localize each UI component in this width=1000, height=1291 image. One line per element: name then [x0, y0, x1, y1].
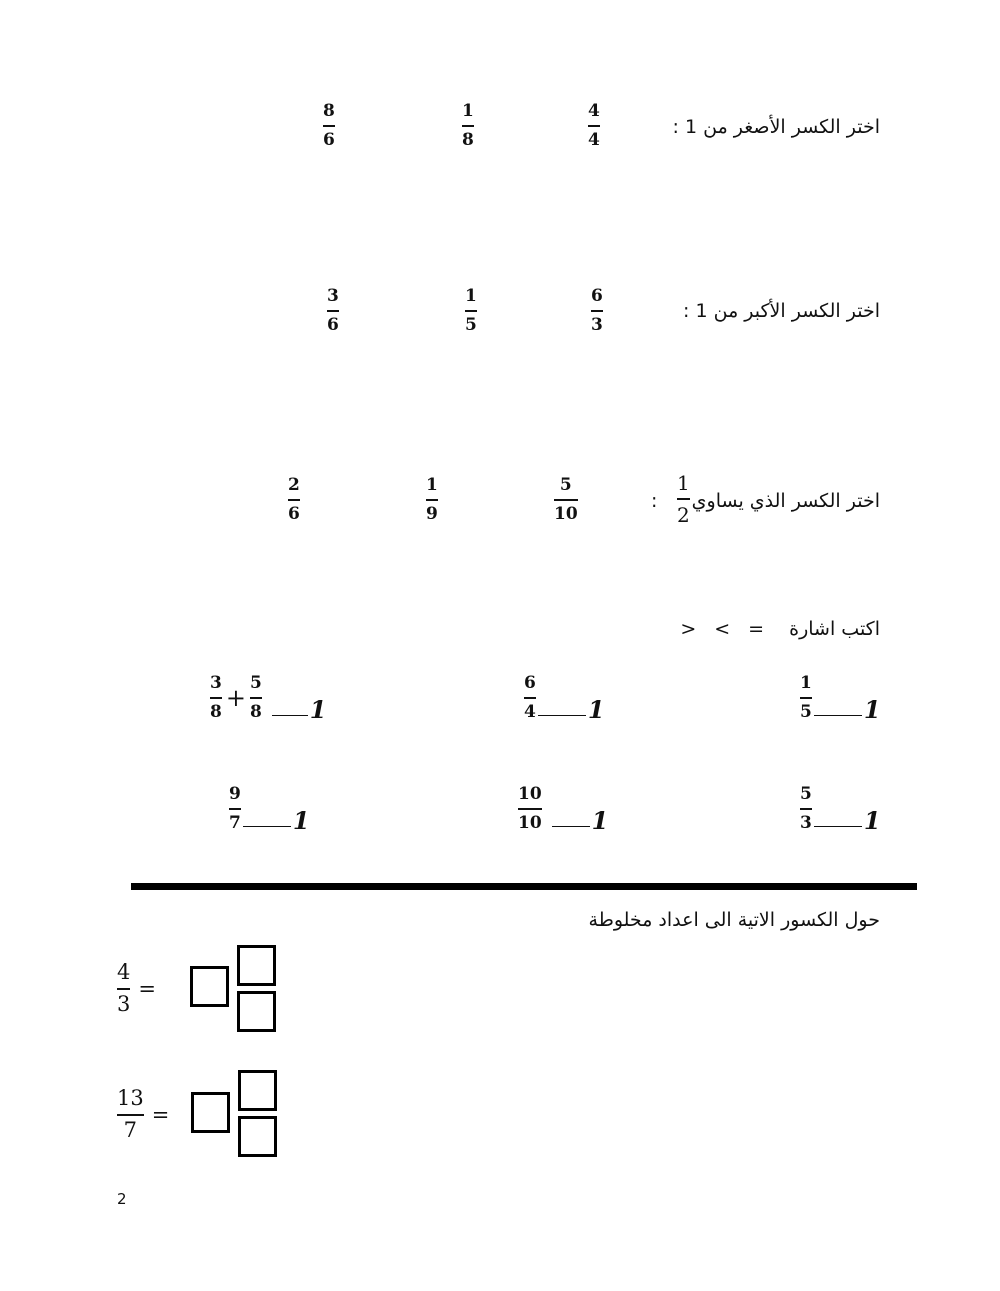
equals-sign: = [138, 977, 156, 1002]
denominator: 6 [323, 129, 335, 150]
denominator: 7 [229, 812, 241, 833]
numerator: 5 [800, 784, 812, 804]
fraction-b [250, 673, 262, 722]
q3-target-fraction [677, 472, 690, 526]
plus-sign: + [225, 683, 246, 712]
q2-option-3[interactable] [327, 286, 339, 335]
fraction [229, 784, 241, 833]
fraction [518, 784, 542, 833]
compare-item-4 [800, 784, 881, 833]
numerator: 4 [588, 101, 600, 121]
denominator: 7 [123, 1117, 138, 1142]
compare-symbols [671, 618, 773, 640]
denominator: 3 [591, 314, 603, 335]
answer-blank[interactable] [814, 714, 862, 716]
numerator: 1 [800, 673, 812, 693]
numerator: 6 [524, 673, 536, 693]
one: 1 [292, 805, 310, 835]
numerator: 10 [518, 784, 542, 804]
q3-option-1[interactable] [554, 475, 578, 524]
question-3-prompt: اختر الكسر الذي يساوي [691, 490, 880, 512]
denominator: 4 [588, 129, 600, 150]
numerator: 2 [288, 475, 300, 495]
section-divider [131, 883, 917, 890]
q1-option-2[interactable] [462, 101, 474, 150]
numerator-box[interactable] [238, 1070, 277, 1111]
numerator: 13 [117, 1086, 144, 1110]
compare-prompt-text: اكتب اشارة [789, 618, 880, 640]
fraction-bar [229, 808, 241, 810]
denominator: 10 [518, 812, 542, 833]
numerator: 6 [591, 286, 603, 306]
denominator: 9 [426, 503, 438, 524]
denominator: 6 [288, 503, 300, 524]
fraction-bar [462, 125, 474, 127]
denominator: 8 [249, 701, 262, 722]
fraction [800, 673, 812, 722]
compare-item-1 [800, 673, 881, 722]
fraction-bar [117, 1114, 144, 1116]
equals-symbol: = [748, 618, 765, 640]
fraction-bar [588, 125, 600, 127]
numerator: 1 [462, 101, 474, 121]
answer-blank[interactable] [538, 714, 586, 716]
fraction-bar [250, 697, 262, 699]
compare-item-6 [229, 784, 310, 833]
fraction-bar [426, 499, 438, 501]
denominator: 2 [677, 502, 690, 527]
one: 1 [587, 694, 605, 724]
page-number: 2 [117, 1190, 127, 1208]
one: 1 [863, 805, 881, 835]
fraction-bar [518, 808, 542, 810]
mixed-item-2 [117, 1087, 169, 1142]
fraction [524, 673, 536, 722]
one: 1 [591, 805, 609, 835]
greater-symbol: > [680, 618, 697, 640]
fraction-bar [554, 499, 578, 501]
fraction-bar [465, 310, 477, 312]
numerator: 3 [210, 673, 222, 693]
fraction-bar [677, 498, 690, 500]
denominator: 4 [524, 701, 536, 722]
fraction-bar [210, 697, 222, 699]
fraction [117, 961, 130, 1016]
fraction-bar [524, 697, 536, 699]
mixed-item-1 [117, 961, 156, 1016]
answer-blank[interactable] [552, 825, 590, 827]
equals-sign: = [151, 1103, 170, 1128]
numerator: 3 [327, 286, 339, 306]
fraction-bar [288, 499, 300, 501]
question-1-prompt: اختر الكسر الأصغر من 1 : [672, 116, 880, 138]
denominator: 3 [117, 991, 131, 1016]
fraction-bar [800, 808, 812, 810]
denominator: 5 [800, 701, 812, 722]
q2-option-1[interactable] [591, 286, 603, 335]
fraction-bar [323, 125, 335, 127]
denominator: 8 [462, 129, 474, 150]
answer-blank[interactable] [272, 714, 308, 716]
q3-option-2[interactable] [426, 475, 438, 524]
fraction-bar [327, 310, 339, 312]
denominator: 10 [554, 503, 578, 524]
numerator: 1 [426, 475, 438, 495]
compare-prompt [671, 618, 880, 640]
q3-colon: : [651, 490, 658, 512]
whole-number-box[interactable] [191, 1092, 230, 1133]
fraction [800, 784, 812, 833]
denominator: 5 [465, 314, 477, 335]
answer-blank[interactable] [243, 825, 291, 827]
numerator: 8 [323, 101, 335, 121]
denominator-box[interactable] [238, 1116, 277, 1157]
fraction-bar [117, 988, 130, 990]
question-2-prompt: اختر الكسر الأكبر من 1 : [683, 300, 880, 322]
answer-blank[interactable] [814, 825, 862, 827]
denominator: 3 [800, 812, 812, 833]
less-symbol: < [714, 618, 731, 640]
numerator: 9 [229, 784, 241, 804]
compare-item-2 [524, 673, 605, 722]
compare-item-sum [210, 673, 327, 722]
denominator: 8 [210, 701, 222, 722]
numerator: 1 [677, 471, 690, 495]
numerator: 5 [249, 673, 262, 693]
q3-option-3[interactable] [288, 475, 300, 524]
numerator: 1 [465, 286, 477, 306]
one: 1 [309, 694, 327, 724]
numerator: 5 [559, 475, 572, 495]
compare-item-5 [518, 784, 608, 833]
one: 1 [863, 694, 881, 724]
whole-number-box[interactable] [190, 966, 229, 1007]
numerator-box[interactable] [237, 945, 276, 986]
fraction [117, 1087, 144, 1142]
q1-option-1[interactable] [588, 101, 600, 150]
q2-option-2[interactable] [465, 286, 477, 335]
fraction-bar [800, 697, 812, 699]
fraction-a [210, 673, 222, 722]
denominator: 6 [327, 314, 339, 335]
mixed-prompt: حول الكسور الاتية الى اعداد مخلوطة [588, 909, 880, 931]
denominator-box[interactable] [237, 991, 276, 1032]
numerator: 4 [117, 960, 131, 984]
fraction-bar [591, 310, 603, 312]
q1-option-3[interactable] [323, 101, 335, 150]
